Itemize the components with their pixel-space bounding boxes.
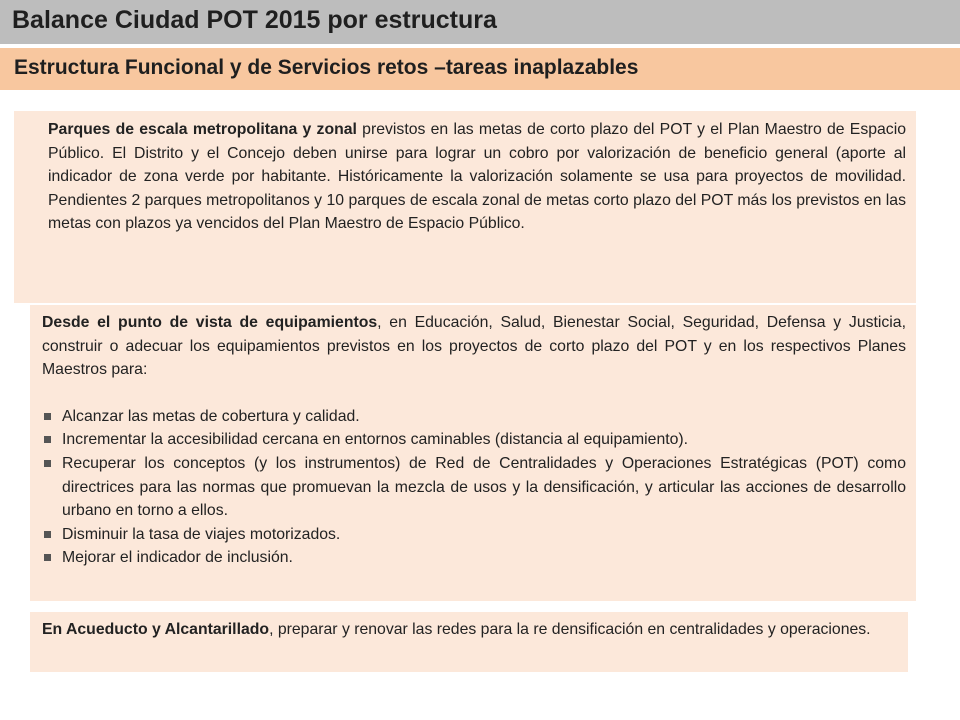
bullet-text: Mejorar el indicador de inclusión. xyxy=(62,549,293,567)
square-bullet-icon xyxy=(44,413,51,420)
spacer xyxy=(42,382,906,405)
equipamientos-box xyxy=(30,305,916,601)
bullet-text: Recuperar los conceptos (y los instrumentos) de Red de Centralidades y Operaciones Estratégicas (POT) como directrices para las normas que promuevan la mezcla de usos y la densificación, y articular las acciones de desarrollo urbano en torno a ellos. xyxy=(62,454,906,520)
parques-box xyxy=(14,111,916,303)
bullet-item xyxy=(42,405,906,429)
page-subtitle: Estructura Funcional y de Servicios retos –tareas inaplazables xyxy=(14,56,639,79)
square-bullet-icon xyxy=(44,531,51,538)
acueducto-box xyxy=(30,612,908,672)
parques-text: previstos en las metas de corto plazo del POT y el Plan Maestro de Espacio Público. El Distrito y el Concejo deben unirse para lograr un cobro por valorización de beneficio general (aporte al indicador de zona verde por habitante. Históricamente la valorización solamente se usa para proyectos de movilidad. Pendientes 2 parques metropolitanos y 10 parques de escala zonal de metas corto plazo del POT más los previstos en las metas con plazos ya vencidos del Plan Maestro de Espacio Público. xyxy=(48,121,906,233)
equipamientos-bullet-list xyxy=(42,405,906,570)
equipamientos-text: , en Educación, Salud, Bienestar Social, Seguridad, Defensa y Justicia, construir o adecuar los equipamientos previstos en los proyectos de corto plazo del POT y en los respectivos Planes Maestros para: xyxy=(42,314,906,379)
bullet-item xyxy=(42,523,906,547)
equipamientos-heading: Desde el punto de vista de equipamientos xyxy=(42,314,378,331)
parques-heading: Parques de escala metropolitana y zonal xyxy=(48,121,357,138)
equipamientos-intro xyxy=(42,311,906,382)
page-title: Balance Ciudad POT 2015 por estructura xyxy=(12,6,497,34)
bullet-text: Incrementar la accesibilidad cercana en entornos caminables (distancia al equipamiento). xyxy=(62,431,689,449)
square-bullet-icon xyxy=(44,460,51,467)
bullet-item xyxy=(42,452,906,523)
bullet-item xyxy=(42,428,906,452)
bullet-text: Alcanzar las metas de cobertura y calidad. xyxy=(62,407,360,425)
bullet-item xyxy=(42,546,906,570)
title-bar xyxy=(0,0,960,44)
subtitle-bar xyxy=(0,48,960,90)
square-bullet-icon xyxy=(44,554,51,561)
acueducto-heading: En Acueducto y Alcantarillado xyxy=(42,621,270,638)
acueducto-text: , preparar y renovar las redes para la re densificación en centralidades y operaciones. xyxy=(269,621,871,638)
square-bullet-icon xyxy=(44,436,51,443)
bullet-text: Disminuir la tasa de viajes motorizados. xyxy=(62,525,341,543)
